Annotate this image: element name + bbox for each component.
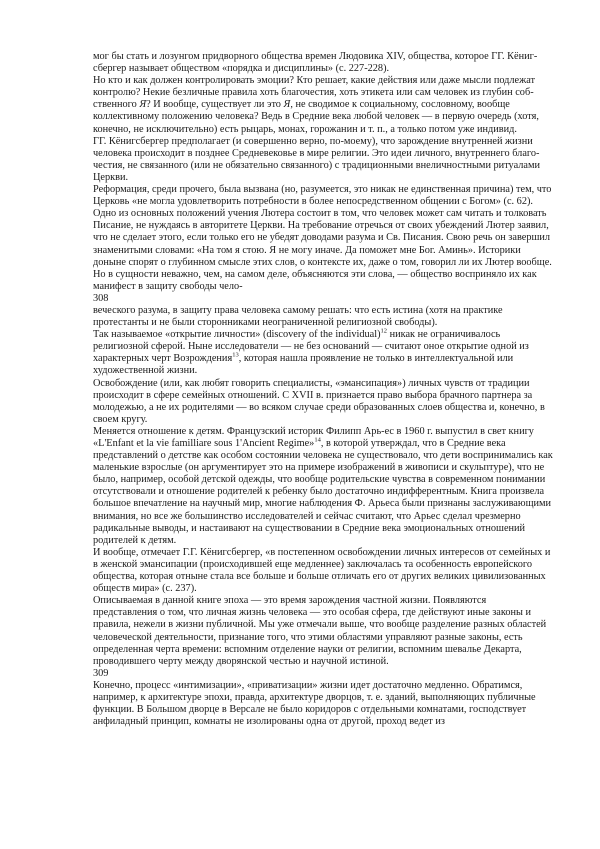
paragraph xyxy=(93,51,553,75)
italic-text: Я xyxy=(283,99,291,111)
text-run: , в которой утверждал, что в Средние века представлений о детстве как особом состоянии человека не существовало, что дети воспринимались как маленькие взрослые (он аргументирует это на примере изображений в живописи и скульптуре), что не было, например, особой детской одежды, что вообще родительские чувства в современном понимании отсутствовали и отношение родителей к ребенку было достаточно индифферентным. Книга произвела большое впечатление на научный мир, многие наблюдения Ф. Арьеса были признаны заслуживающими внимания, но все же большинство исследователей и сейчас считают, что Арьес сделал чрезмерно радикальные выводы, и настаивают на существовании в Средние века эмоциональных отношений родителей к детям. xyxy=(93,438,553,546)
text-run: Так называемое «открытие личности» (discovery of the individual) xyxy=(93,329,381,341)
text-run: никак не ограничивалось религиозной сферой. Ныне исследователи — не без оснований — считают оное открытие одной из характерных черт Возрождения xyxy=(93,329,529,365)
text-run: Одно из основных положений учения Лютера состоит в том, что человек может сам читать и толковать Писание, не нуждаясь в авторитете Церкви. На требование отречься от своих убеждений Лютер заявил, что не сделает этого, если только его не убедят доводами разума и Св. Писания. Свою речь он завершил знаменитыми словами: «На том я стою. Я не могу иначе. Да поможет мне Бог. Аминь». Историки доныне спорят о глубинном смысле этих слов, о контексте их, даже о том, говорил ли их Лютер вообще. xyxy=(93,208,552,268)
paragraph xyxy=(93,329,553,377)
footnote-ref: 12 xyxy=(380,327,388,335)
text-run: И вообще, отмечает Г.Г. Кёнигсбергер, «в постепенном освобождении личных интересов от семейных и в женской эмансипации (происходившей еще медленнее) заключалась та особенность европейского общества, которая отныне стала все больше и больше отличать его от других великих цивилизованных обществ мира» (с. 237). xyxy=(93,546,551,595)
text-run: Описываемая в данной книге эпоха — это время зарождения частной жизни. Появляются представления о том, что личная жизнь человека — это особая сфера, где действуют иные законы и правила, нежели в жизни публичной. Мы уже отмечали выше, что вообще разделение разных областей человеческой деятельности, признание того, что этими областями управляют разные законы, есть определенная черта времени: вспомним отделение науки от религии, вспомним шевалье Декарта, проводившего черту между дворянской честью и научной истиной. xyxy=(93,595,547,667)
text-run: 308 xyxy=(93,292,109,304)
text-run: Но в сущности неважно, чем, на самом деле, объясняются эти слова, — общество восприняло их как манифест в защиту свободы чело- xyxy=(93,268,537,292)
text-run: , которая нашла проявление не только в интеллектуальной или художественной жизни. xyxy=(93,353,514,377)
paragraph xyxy=(93,75,553,135)
text-run: ГГ. Кёнигсбергер предполагает (и совершенно верно, по-моему), что зарождение внутренней жизни человека происходит в позднее Средневековье в мире религии. Это идеи личного, внутреннего благо-честия, не связанного (или не обязательно связанного) с традиционными внеличностными ритуалами Церкви. xyxy=(93,135,540,183)
text-run: веческого разума, в защиту права человека самому решать: что есть истина (хотя на практике протестанты и не были сторонниками неограниченной религиозной свободы). xyxy=(93,304,503,329)
italic-text: Я xyxy=(139,99,147,111)
paragraph xyxy=(93,208,553,268)
text-run: Освобождение (или, как любят говорить специалисты, «эмансипация») личных чувств от традиции происходит в сфере семейных отношений. С XVII в. признается право выбора брачного партнера за молодежью, а не их родителями — во всяком случае среди образованных слоев общества и, конечно, в своем кругу. xyxy=(93,377,545,425)
paragraph xyxy=(93,426,553,547)
paragraph xyxy=(93,378,553,426)
text-run: 309 xyxy=(93,667,109,679)
paragraph xyxy=(93,136,553,184)
text-run: , не сводимое к социальному, сословному, вообще коллективному положению человека? Ведь в Средние века любой человек — в первую очередь (хотя, конечно, не исключительно) есть рыцарь, монах, горожанин и т. п., а только потом уже индивид. xyxy=(93,99,539,135)
footnote-ref: 14 xyxy=(314,436,321,444)
footnote-ref: 13 xyxy=(232,351,239,359)
text-run: Но кто и как должен контролировать эмоции? Кто решает, какие действия или даже мысли подлежат контролю? Некие безличные правила хоть благочестия, хоть этикета или сам человек из глубин соб-ственного xyxy=(93,75,536,111)
paragraph xyxy=(93,269,553,293)
paragraph xyxy=(93,595,553,668)
text-run: Конечно, процесс «интимизации», «приватизации» жизни идет достаточно медленно. Обратимся, например, к архитектуре эпохи, правда, архитектуре дворцов, т. е. зданий, выполняющих публичные функции. В Большом дворце в Версале не было коридоров с отдельными комнатами, господствует анфиладный принцип, комнаты не изолированы одна от другой, проход ведет из xyxy=(93,679,536,728)
paragraph xyxy=(93,305,553,329)
paragraph xyxy=(93,680,553,728)
paragraph xyxy=(93,547,553,595)
page-number xyxy=(93,293,553,305)
text-run: ? И вообще, существует ли это xyxy=(146,99,284,111)
page-number xyxy=(93,668,553,680)
text-run: мог бы стать и лозунгом придворного общества времен Людовика XIV, общества, которое ГГ. Кёниг-сбергер называет обществом «порядка и дисциплины» (с. 227-228). xyxy=(93,51,538,75)
text-run: Меняется отношение к детям. Французский историк Филипп Арь-ес в 1960 г. выпустил в свет книгу «L'Enfant et la vie familliare sous 1'Ancient Regime» xyxy=(93,425,534,449)
text-run: Реформация, среди прочего, была вызвана (но, разумеется, это никак не единственная причина) тем, что Церковь «не могла удовлетворить потребности в более непосредственном общении с Богом» (с. 62). xyxy=(93,184,552,208)
document-page xyxy=(93,51,553,728)
paragraph xyxy=(93,184,553,208)
